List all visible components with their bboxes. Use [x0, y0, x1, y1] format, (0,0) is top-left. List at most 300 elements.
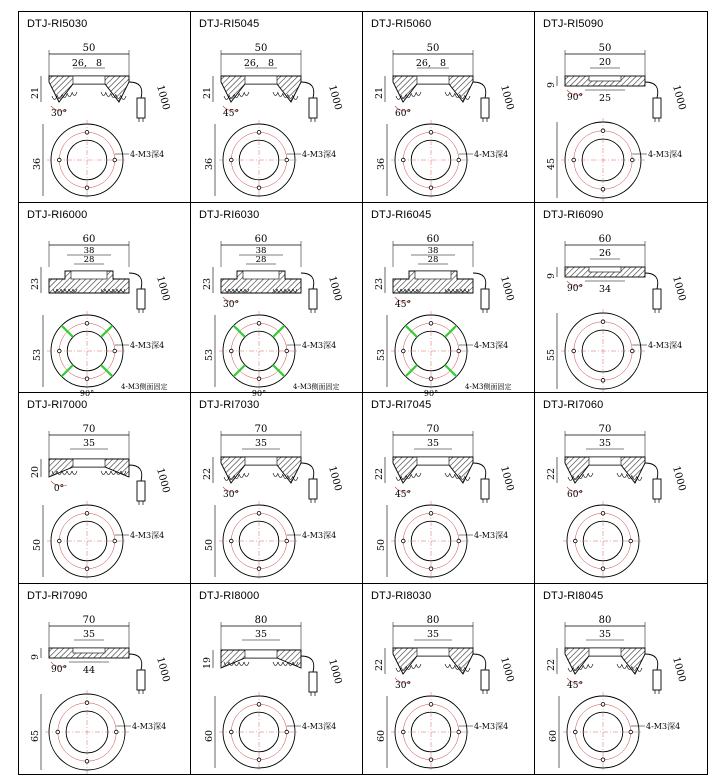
height-dimension: 22: [374, 658, 385, 671]
front-dimension: 50: [32, 538, 43, 552]
width-dimension: 70: [426, 424, 440, 435]
model-number: DTJ-RI6090: [543, 208, 604, 221]
product-cell: [535, 203, 707, 394]
ring-aperture: [589, 648, 621, 656]
mounting-hole: [630, 158, 634, 162]
hole-note: 4-M3深4: [474, 340, 509, 350]
inner-dimension: 35: [82, 628, 96, 640]
width-dimension: 50: [598, 43, 612, 54]
side-fix-note: 4-M3侧面固定: [293, 382, 340, 391]
hole-note: 4-M3深4: [132, 721, 167, 731]
mounting-hole: [457, 158, 461, 162]
product-cell: [535, 393, 707, 584]
led-bump: [588, 473, 593, 477]
height-dimension: 22: [546, 467, 557, 481]
mounting-hole: [113, 539, 117, 543]
angle-label: 90°: [567, 283, 583, 294]
cable: [645, 654, 658, 670]
side-angle-label: 90°: [251, 388, 267, 398]
hole-note: 4-M3深4: [648, 150, 683, 159]
inner-dimension: 38: [427, 245, 439, 256]
model-number: DTJ-RI6000: [27, 208, 88, 221]
led-bump: [278, 474, 283, 478]
connector-plug: [481, 670, 489, 690]
led-bump: [67, 471, 72, 475]
ring-aperture: [245, 650, 277, 658]
front-dimension: 53: [32, 348, 43, 361]
mounting-hole: [601, 567, 605, 571]
front-dimension: 50: [376, 538, 387, 552]
connector-plug: [137, 289, 145, 309]
mounting-hole: [257, 186, 261, 190]
product-cell: [19, 12, 191, 203]
led-bump: [445, 473, 450, 477]
model-number: DTJ-RI8000: [199, 589, 260, 602]
ring-aperture: [589, 267, 621, 272]
width-dimension: 50: [254, 43, 268, 54]
side-angle-label: 90°: [423, 388, 439, 398]
cable: [129, 273, 142, 289]
connector-plug: [309, 98, 317, 118]
mounting-hole: [401, 539, 405, 543]
technical-drawing: [535, 221, 707, 393]
width-dimension: 60: [82, 233, 96, 245]
mounting-hole: [429, 130, 433, 134]
height-dimension: 22: [546, 658, 557, 671]
mounting-hole: [629, 539, 633, 543]
technical-drawing: [191, 411, 363, 583]
inner-dimension: 26: [598, 247, 612, 259]
connector-plug: [481, 479, 489, 499]
led-bump: [72, 471, 77, 475]
front-dimension: 50: [204, 538, 215, 552]
led-bump: [445, 92, 450, 96]
angle-label: 30°: [395, 680, 411, 691]
hole-note: 4-M3深4: [302, 340, 337, 350]
inner-dimension: 8: [439, 58, 447, 69]
led-bump: [445, 664, 450, 668]
cable-length: 1000: [498, 83, 516, 112]
height-dimension: 9: [546, 272, 557, 279]
ring-aperture: [245, 76, 277, 84]
mounting-hole: [285, 539, 289, 543]
connector-plug: [653, 479, 661, 499]
inner-dimension: 35: [598, 438, 612, 449]
technical-drawing: [19, 221, 191, 398]
mounting-hole: [257, 130, 261, 134]
hole-note: 4-M3深4: [648, 340, 683, 350]
mounting-hole: [429, 511, 433, 515]
height-dimension: 21: [30, 86, 41, 100]
technical-drawing: [363, 30, 535, 202]
ring-aperture: [417, 648, 449, 656]
height-dimension: 9: [30, 653, 41, 660]
led-bump: [273, 662, 278, 666]
cable-length: 1000: [154, 466, 172, 495]
hole-note: 4-M3深4: [302, 150, 337, 159]
front-dimension: 65: [30, 729, 41, 742]
mounting-hole: [573, 730, 577, 734]
mounting-hole: [429, 376, 433, 380]
inner-dimension: 38: [255, 245, 267, 256]
led-bump: [588, 664, 593, 668]
angle-label: 0°: [53, 484, 65, 494]
mounting-hole: [85, 130, 89, 134]
mounting-hole: [429, 757, 433, 761]
mounting-hole: [257, 702, 261, 706]
led-bump: [67, 93, 72, 97]
width-dimension: 70: [82, 424, 96, 435]
hole-note: 4-M3深4: [474, 721, 509, 731]
led-bump: [416, 664, 421, 668]
model-number: DTJ-RI8030: [371, 589, 432, 602]
width-dimension: 50: [82, 43, 96, 54]
mounting-hole: [113, 158, 117, 162]
model-number: DTJ-RI7045: [371, 399, 432, 411]
connector-plug: [309, 479, 317, 499]
inner-dimension: 20: [598, 57, 612, 68]
angle-label: 60°: [567, 490, 583, 500]
mounting-hole: [457, 539, 461, 543]
cable-length: 1000: [670, 655, 688, 683]
ring-aperture: [73, 76, 105, 84]
angle-label: 45°: [395, 490, 411, 500]
cable-length: 1000: [326, 657, 344, 685]
mounting-hole: [257, 567, 261, 571]
mounting-hole: [257, 511, 261, 515]
mounting-hole: [573, 539, 577, 543]
front-dimension: 60: [548, 729, 559, 742]
mounting-hole: [285, 730, 289, 734]
height-dimension: 19: [202, 656, 213, 669]
led-bump: [273, 92, 278, 96]
led-bump: [106, 93, 111, 97]
product-cell: [363, 584, 535, 775]
model-number: DTJ-RI8045: [543, 589, 604, 602]
connector-plug: [309, 289, 317, 309]
model-number: DTJ-RI6045: [371, 208, 432, 221]
width-dimension: 70: [254, 424, 268, 435]
mounting-hole: [572, 158, 576, 162]
connector-plug: [309, 672, 317, 692]
product-cell: [191, 393, 363, 584]
width-dimension: 80: [254, 614, 268, 626]
cable: [129, 654, 142, 670]
product-cell: [19, 393, 191, 584]
mounting-hole: [229, 349, 233, 353]
mounting-hole: [85, 567, 89, 571]
led-bump: [411, 93, 416, 97]
mounting-hole: [629, 730, 633, 734]
led-bump: [416, 92, 421, 96]
technical-drawing: [19, 30, 191, 202]
mounting-hole: [457, 349, 461, 353]
width-dimension: 70: [82, 614, 96, 626]
height-dimension: 9: [546, 81, 557, 89]
height-dimension: 22: [202, 467, 213, 481]
inner-dimension: 8: [267, 58, 275, 69]
mounting-hole: [601, 757, 605, 761]
led-bump: [416, 473, 421, 477]
width-dimension: 80: [598, 614, 612, 626]
hole-note: 4-M3深4: [130, 150, 165, 159]
hole-note: 4-M3深4: [130, 531, 165, 540]
hole-note: 4-M3深4: [646, 721, 681, 731]
hole-note: 4-M3深4: [302, 531, 337, 540]
base-dimension: 34: [598, 283, 612, 295]
angle-label: 45°: [223, 109, 239, 119]
product-cell: [191, 584, 363, 775]
inner-dimension: 35: [426, 438, 440, 449]
cable-length: 1000: [670, 464, 688, 493]
cable-length: 1000: [326, 83, 344, 112]
mounting-hole: [85, 511, 89, 515]
width-dimension: 60: [254, 233, 268, 245]
mounting-hole: [285, 349, 289, 353]
mounting-hole: [429, 321, 433, 325]
mounting-hole: [57, 349, 61, 353]
inner-dimension: 26,: [415, 58, 431, 69]
cable-length: 1000: [498, 464, 516, 493]
inner-dimension: 28: [83, 254, 95, 265]
mounting-hole: [601, 702, 605, 706]
width-dimension: 70: [598, 424, 612, 435]
technical-drawing: [363, 221, 535, 398]
cable-length: 1000: [498, 274, 516, 302]
mounting-hole: [85, 759, 89, 763]
led-bump: [450, 474, 455, 478]
inner-dimension: 26,: [243, 58, 259, 69]
mounting-hole: [57, 539, 61, 543]
angle-label: 45°: [395, 299, 411, 310]
cable: [473, 82, 486, 98]
cable-length: 1000: [154, 83, 172, 112]
product-cell: [19, 203, 191, 398]
mounting-hole: [229, 730, 233, 734]
inner-dimension: 35: [598, 628, 612, 640]
mounting-hole: [630, 349, 634, 353]
led-bump: [411, 474, 416, 478]
model-number: DTJ-RI7060: [543, 399, 604, 411]
mounting-hole: [601, 187, 605, 191]
led-bump: [273, 473, 278, 477]
led-bump: [450, 93, 455, 97]
technical-drawing: [191, 221, 363, 398]
technical-drawing: [535, 411, 707, 583]
mounting-hole: [85, 700, 89, 704]
ring-aperture: [417, 76, 449, 84]
model-number: DTJ-RI5045: [199, 18, 260, 30]
mounting-hole: [257, 376, 261, 380]
model-number: DTJ-RI5060: [371, 18, 432, 30]
ring-aperture: [245, 457, 277, 465]
cable-length: 1000: [326, 464, 344, 493]
angle-label: 90°: [567, 93, 583, 103]
led-bump: [244, 473, 249, 477]
side-fix-note: 4-M3侧面固定: [465, 382, 512, 391]
mounting-hole: [601, 129, 605, 133]
connector-plug: [653, 98, 661, 118]
width-dimension: 60: [426, 233, 440, 245]
model-number: DTJ-RI5090: [543, 18, 604, 30]
width-dimension: 80: [426, 614, 440, 626]
led-bump: [239, 93, 244, 97]
inner-dimension: 35: [426, 628, 440, 640]
mounting-hole: [401, 730, 405, 734]
connector-plug: [137, 98, 145, 118]
ring-aperture: [243, 271, 279, 279]
mounting-hole: [429, 567, 433, 571]
product-cell: [191, 12, 363, 203]
product-cell: [363, 203, 535, 398]
height-dimension: 21: [202, 86, 213, 100]
technical-drawing: [191, 30, 363, 202]
connector-plug: [653, 289, 661, 309]
ring-aperture: [589, 76, 621, 81]
cable: [301, 273, 314, 289]
mounting-hole: [601, 378, 605, 382]
technical-drawing: [363, 602, 535, 774]
mounting-hole: [229, 158, 233, 162]
led-bump: [278, 93, 283, 97]
inner-dimension: 8: [95, 58, 103, 69]
cable-length: 1000: [154, 655, 172, 683]
front-dimension: 36: [32, 157, 43, 171]
led-bump: [622, 474, 627, 478]
led-bump: [617, 473, 622, 477]
mounting-hole: [457, 730, 461, 734]
led-bump: [622, 665, 627, 669]
angle-label: 30°: [51, 109, 67, 119]
model-number: DTJ-RI7090: [27, 589, 88, 602]
mounting-hole: [85, 321, 89, 325]
connector-plug: [137, 670, 145, 690]
led-bump: [106, 471, 111, 475]
inner-dimension: 26,: [71, 58, 87, 69]
front-dimension: 36: [204, 157, 215, 171]
cable: [301, 82, 314, 98]
mounting-hole: [601, 319, 605, 323]
inner-dimension: 35: [82, 438, 96, 449]
mounting-hole: [429, 702, 433, 706]
model-number: DTJ-RI5030: [27, 18, 88, 30]
angle-label: 45°: [567, 680, 583, 691]
led-bump: [411, 665, 416, 669]
hole-note: 4-M3深4: [474, 150, 509, 159]
product-drawing-grid: [18, 11, 708, 775]
height-dimension: 21: [374, 86, 385, 100]
front-dimension: 53: [376, 348, 387, 361]
led-bump: [583, 665, 588, 669]
inner-dimension: 28: [427, 254, 439, 265]
mounting-hole: [401, 349, 405, 353]
model-number: DTJ-RI7000: [27, 399, 88, 411]
mounting-hole: [113, 349, 117, 353]
ring-aperture: [417, 457, 449, 465]
led-bump: [72, 92, 77, 96]
angle-label: 90°: [51, 664, 67, 675]
technical-drawing: [191, 602, 363, 774]
product-cell: [19, 584, 191, 775]
mounting-hole: [429, 186, 433, 190]
mounting-hole: [114, 730, 118, 734]
mounting-hole: [56, 730, 60, 734]
width-dimension: 60: [598, 233, 612, 245]
model-number: DTJ-RI7030: [199, 399, 260, 411]
cable: [301, 463, 314, 479]
cable-length: 1000: [670, 274, 688, 302]
mounting-hole: [57, 158, 61, 162]
inner-dimension: 28: [255, 254, 267, 265]
product-cell: [535, 12, 707, 203]
mounting-hole: [85, 186, 89, 190]
product-cell: [191, 203, 363, 398]
mounting-hole: [401, 158, 405, 162]
front-dimension: 60: [204, 729, 215, 742]
front-dimension: 36: [376, 157, 387, 171]
front-dimension: 60: [376, 729, 387, 742]
product-cell: [535, 584, 707, 775]
mounting-hole: [601, 511, 605, 515]
cable: [473, 463, 486, 479]
mounting-hole: [572, 349, 576, 353]
height-dimension: 23: [374, 277, 385, 290]
hole-note: 4-M3深4: [302, 721, 337, 731]
cable-length: 1000: [670, 83, 688, 112]
led-bump: [244, 662, 249, 666]
connector-plug: [137, 481, 145, 501]
base-dimension: 25: [598, 93, 612, 104]
cable-length: 1000: [154, 274, 172, 302]
cable: [129, 82, 142, 98]
led-bump: [278, 662, 283, 666]
led-bump: [244, 92, 249, 96]
mounting-hole: [257, 321, 261, 325]
front-dimension: 53: [204, 348, 215, 361]
inner-dimension: 35: [254, 438, 268, 449]
inner-dimension: 38: [83, 245, 95, 256]
mounting-hole: [285, 158, 289, 162]
side-fix-note: 4-M3侧面固定: [121, 382, 168, 391]
led-bump: [450, 665, 455, 669]
technical-drawing: [363, 411, 535, 583]
led-bump: [239, 662, 244, 666]
cable: [473, 273, 486, 289]
height-dimension: 22: [374, 467, 385, 481]
angle-label: 30°: [223, 490, 239, 500]
height-dimension: 23: [30, 277, 41, 290]
technical-drawing: [19, 602, 191, 774]
hole-note: 4-M3深4: [474, 531, 509, 540]
technical-drawing: [535, 602, 707, 774]
height-dimension: 23: [202, 277, 213, 290]
led-bump: [583, 474, 588, 478]
cable: [129, 465, 142, 481]
connector-plug: [481, 98, 489, 118]
cable: [645, 273, 658, 289]
led-bump: [239, 474, 244, 478]
cable-length: 1000: [326, 274, 344, 302]
cable: [645, 463, 658, 479]
front-dimension: 45: [546, 157, 557, 171]
product-cell: [363, 393, 535, 584]
led-bump: [101, 471, 106, 475]
cable-length: 1000: [498, 655, 516, 683]
base-dimension: 44: [82, 664, 96, 676]
product-cell: [363, 12, 535, 203]
ring-aperture: [589, 457, 621, 465]
model-number: DTJ-RI6030: [199, 208, 260, 221]
